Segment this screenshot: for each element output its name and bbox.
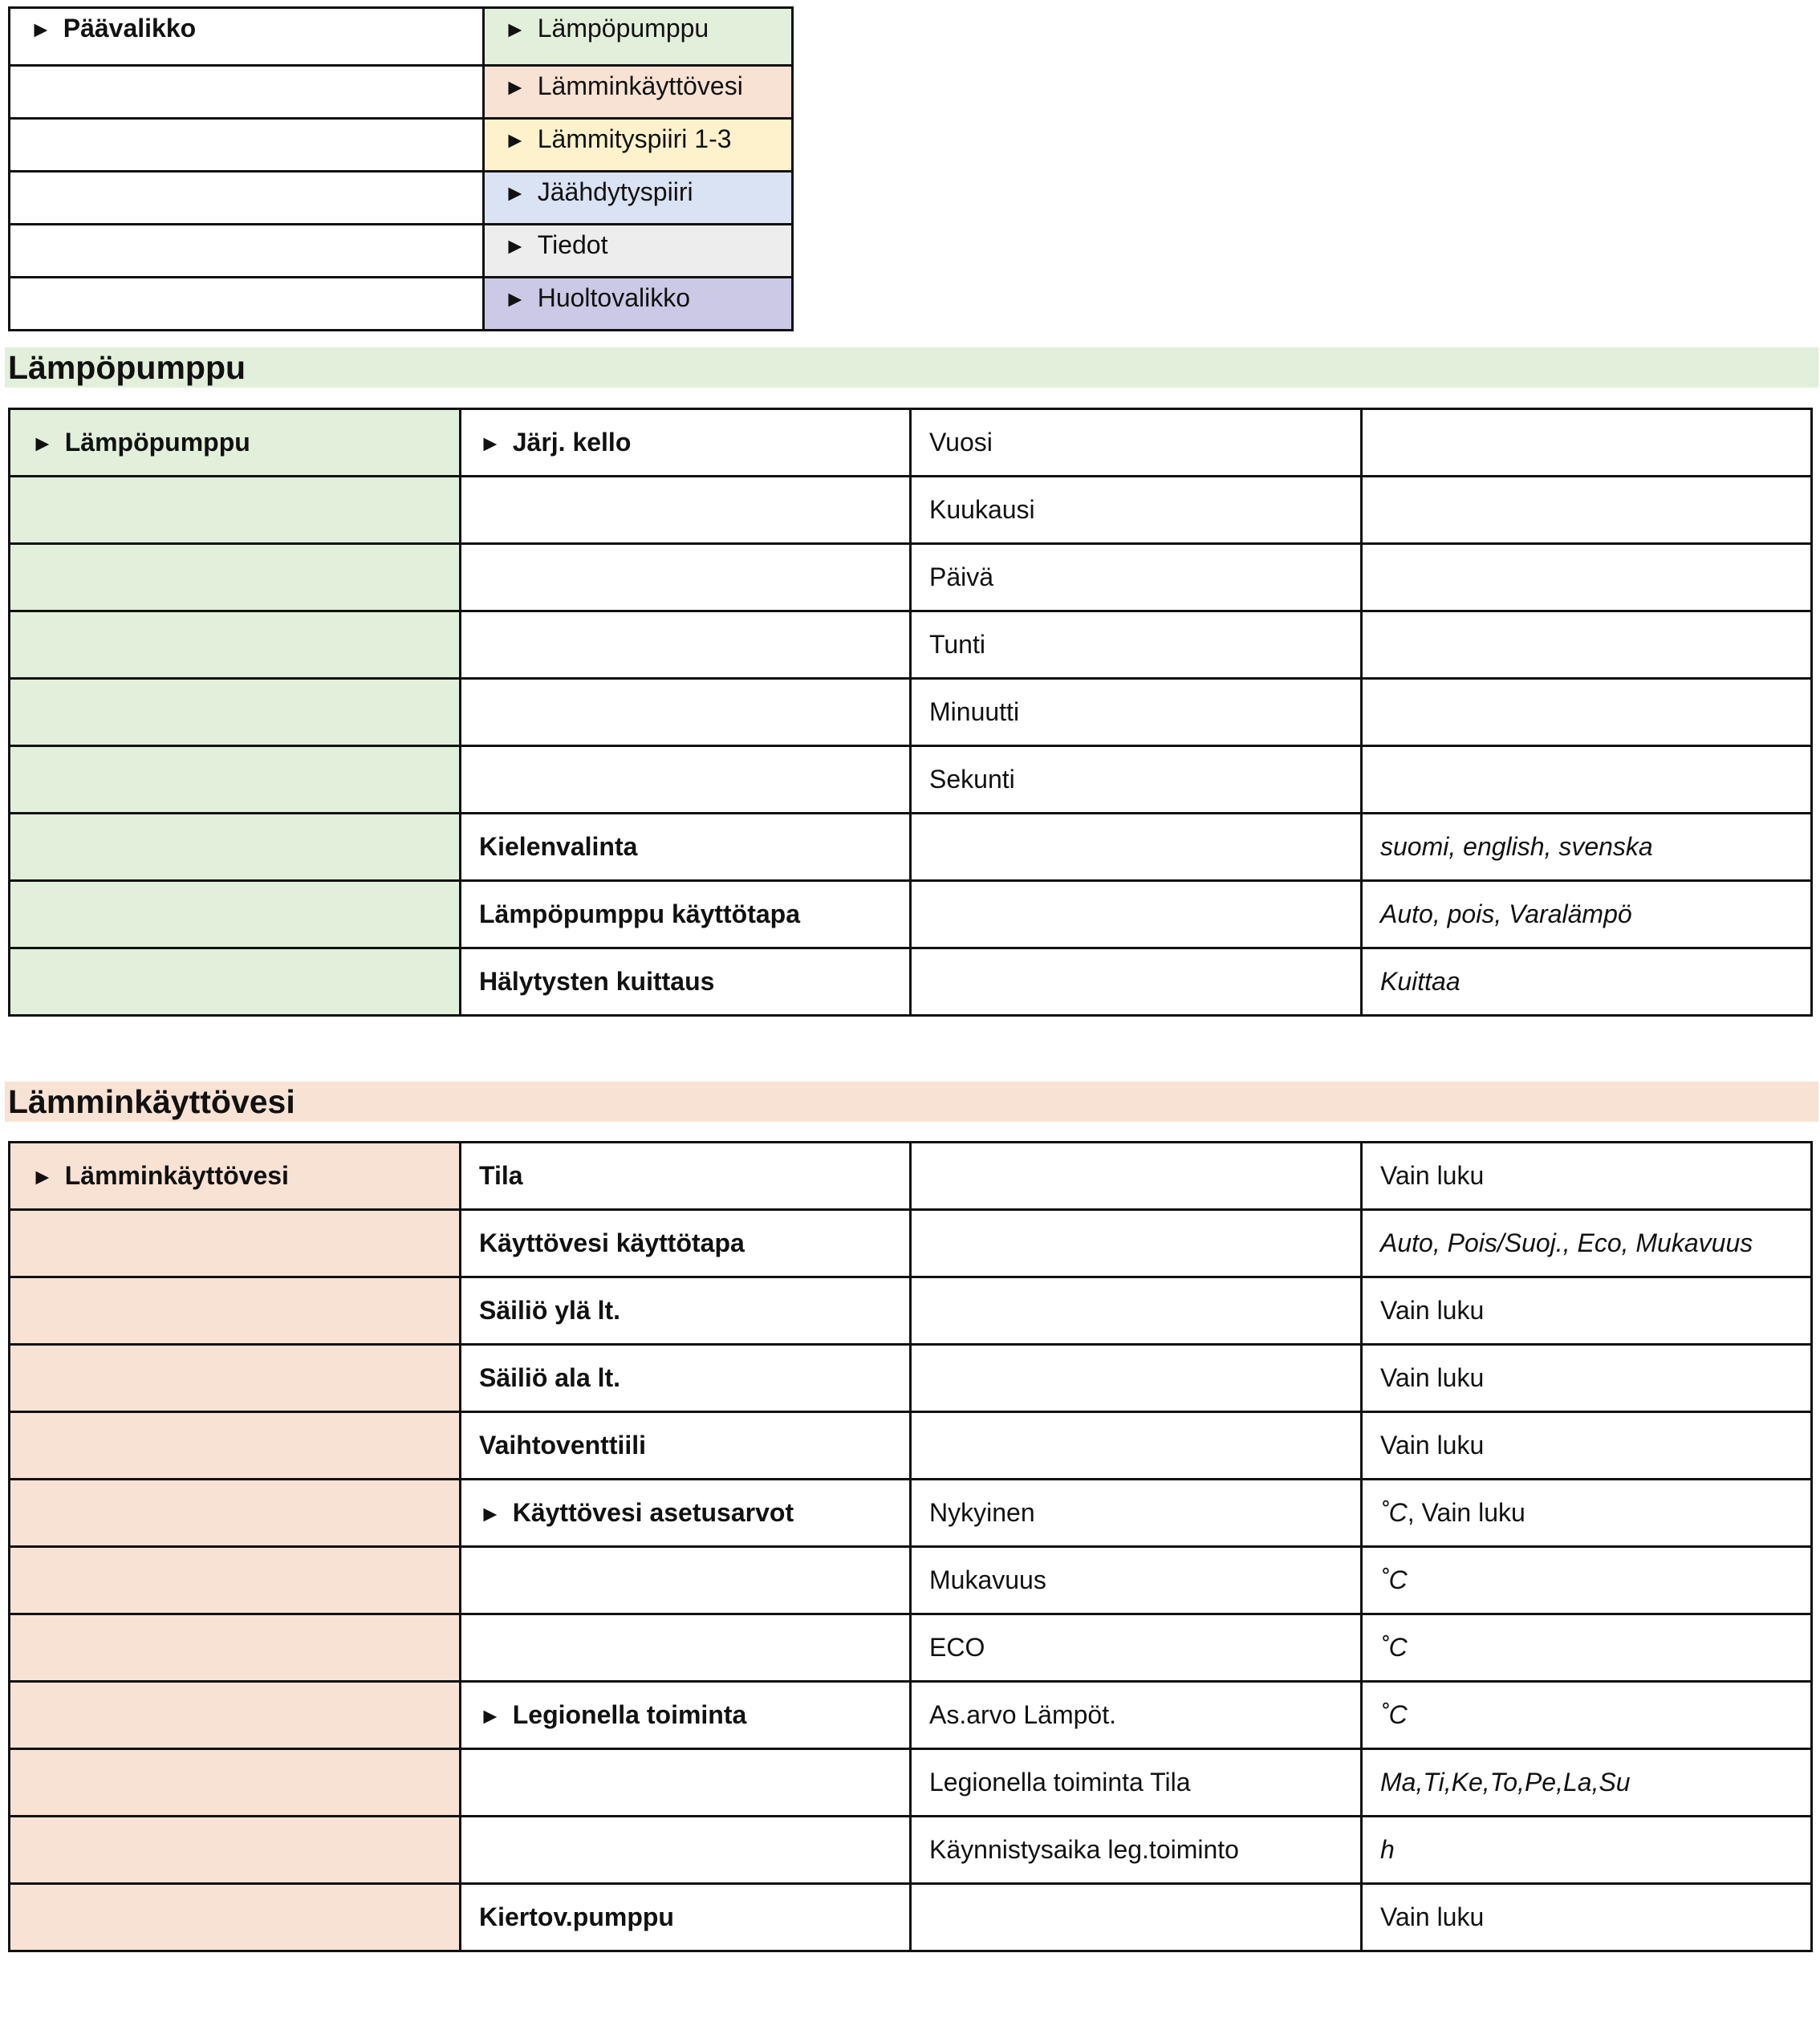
table-cell-c3 (911, 1210, 1362, 1277)
main-menu-item-label: Lämmityspiiri 1-3 (537, 124, 732, 153)
table-cell-c3 (911, 544, 1362, 611)
cell-text: Minuutti (929, 697, 1020, 726)
table-cell-c1 (10, 746, 461, 814)
table-cell-c4 (1362, 679, 1812, 746)
main-menu-title-text: Päävalikko (63, 14, 197, 43)
table-cell-c3 (911, 1412, 1362, 1480)
table-cell-c3 (911, 1345, 1362, 1412)
table-cell-c1 (10, 1345, 461, 1412)
main-menu-item-label: Huoltovalikko (537, 283, 691, 312)
main-menu-item[interactable] (484, 278, 793, 331)
cell-text: Vain luku (1380, 1363, 1485, 1392)
arrow-right-icon: ► (504, 286, 526, 311)
cell-text: Auto, pois, Varalämpö (1380, 899, 1632, 928)
table-cell-c2 (461, 814, 911, 881)
table-row (10, 1884, 1812, 1951)
table-row (10, 1345, 1812, 1412)
table-cell-c3 (911, 1817, 1362, 1884)
table-cell-c4 (1362, 948, 1812, 1016)
section-title: Lämpöpumppu (8, 349, 246, 386)
table-cell-c4 (1362, 611, 1812, 679)
table-cell-c1 (10, 881, 461, 948)
cell-text: Auto, Pois/Suoj., Eco, Mukavuus (1380, 1228, 1753, 1257)
table-row (10, 1817, 1812, 1884)
table-row (10, 1277, 1812, 1345)
table-cell-c2 (461, 1682, 911, 1749)
arrow-right-icon: ► (504, 75, 526, 99)
table-row (10, 1682, 1812, 1749)
table-cell-c1 (10, 1143, 461, 1210)
table-row (10, 1547, 1812, 1614)
cell-text: Lämminkäyttövesi (64, 1161, 289, 1190)
table-cell-c4 (1362, 1547, 1812, 1614)
table-cell-c3 (911, 1614, 1362, 1682)
table-row (10, 1412, 1812, 1480)
main-menu-row (10, 8, 793, 66)
table-cell-c1 (10, 1210, 461, 1277)
table-cell-c2 (461, 746, 911, 814)
main-menu-left-cell (10, 225, 484, 278)
table-cell-c2 (461, 1480, 911, 1547)
main-menu-left-cell (10, 66, 484, 119)
table-row (10, 814, 1812, 881)
table-cell-c3 (911, 679, 1362, 746)
table-row (10, 881, 1812, 948)
hot-water-parameter-table (8, 1141, 1813, 1952)
table-cell-c2 (461, 544, 911, 611)
cell-text: h (1380, 1835, 1395, 1864)
unit-label: ˚C (1380, 1633, 1408, 1662)
arrow-right-icon: ► (30, 17, 52, 42)
cell-text: Tunti (929, 630, 985, 659)
section-title: Lämminkäyttövesi (8, 1083, 295, 1120)
table-cell-c2 (461, 1817, 911, 1884)
table-row (10, 679, 1812, 746)
table-cell-c2 (461, 1547, 911, 1614)
table-cell-c4 (1362, 814, 1812, 881)
cell-text: suomi, english, svenska (1380, 832, 1653, 861)
table-cell-c4 (1362, 881, 1812, 948)
table-cell-c2 (461, 611, 911, 679)
table-cell-c3 (911, 1480, 1362, 1547)
unit-label: ˚C (1380, 1700, 1408, 1729)
table-cell-c1 (10, 611, 461, 679)
table-row (10, 544, 1812, 611)
table-cell-c3 (911, 477, 1362, 544)
arrow-right-icon: ► (31, 431, 54, 456)
cell-text: Vain luku (1421, 1498, 1525, 1527)
table-cell-c1 (10, 679, 461, 746)
table-row (10, 1210, 1812, 1277)
main-menu-item[interactable] (484, 66, 793, 119)
arrow-right-icon: ► (504, 17, 526, 42)
section-header-heat-pump (5, 347, 1818, 388)
table-cell-c3 (911, 948, 1362, 1016)
main-menu-row (10, 225, 793, 278)
cell-text: Sekunti (929, 765, 1015, 794)
cell-text: Säiliö ylä lt. (479, 1296, 621, 1325)
main-menu-item[interactable] (484, 225, 793, 278)
cell-text: Vain luku (1380, 1161, 1485, 1190)
main-menu-left-cell (10, 8, 484, 66)
table-cell-c3 (911, 746, 1362, 814)
main-menu-row (10, 278, 793, 331)
cell-text: Vain luku (1380, 1431, 1485, 1460)
table-cell-c1 (10, 1682, 461, 1749)
table-cell-c4 (1362, 1884, 1812, 1951)
table-cell-c1 (10, 1412, 461, 1480)
table-cell-c2 (461, 1614, 911, 1682)
table-cell-c1 (10, 948, 461, 1016)
table-cell-c4 (1362, 1345, 1812, 1412)
table-row (10, 1143, 1812, 1210)
cell-text: Järj. kello (512, 428, 632, 457)
arrow-right-icon: ► (504, 128, 526, 152)
table-cell-c4 (1362, 1143, 1812, 1210)
section-header-hot-water (5, 1082, 1818, 1122)
table-cell-c1 (10, 1480, 461, 1547)
table-cell-c2 (461, 679, 911, 746)
table-cell-c2 (461, 1210, 911, 1277)
table-cell-c2 (461, 1143, 911, 1210)
cell-text: Ma,Ti,Ke,To,Pe,La,Su (1380, 1768, 1631, 1797)
cell-text: ECO (929, 1633, 985, 1662)
table-cell-c1 (10, 1277, 461, 1345)
cell-text: Vain luku (1380, 1296, 1485, 1325)
cell-text: Käynnistysaika leg.toiminto (929, 1835, 1239, 1864)
table-cell-c4 (1362, 477, 1812, 544)
table-row (10, 477, 1812, 544)
main-menu-item-label: Jäähdytyspiiri (537, 177, 693, 206)
cell-text: Käyttövesi käyttötapa (479, 1228, 745, 1257)
table-cell-c2 (461, 881, 911, 948)
table-cell-c1 (10, 1547, 461, 1614)
table-cell-c4 (1362, 746, 1812, 814)
main-menu-row (10, 66, 793, 119)
table-cell-c3 (911, 814, 1362, 881)
cell-text: Kiertov.pumppu (479, 1902, 674, 1931)
arrow-right-icon: ► (479, 431, 502, 456)
table-cell-c3 (911, 1884, 1362, 1951)
table-cell-c1 (10, 814, 461, 881)
table-cell-c2 (461, 1345, 911, 1412)
table-cell-c4 (1362, 1412, 1812, 1480)
table-cell-c4 (1362, 1817, 1812, 1884)
table-cell-c4 (1362, 1277, 1812, 1345)
unit-label: ˚C (1380, 1565, 1408, 1594)
table-cell-c4 (1362, 1682, 1812, 1749)
cell-text: Tila (479, 1161, 523, 1190)
main-menu-item-label: Lämpöpumppu (537, 14, 709, 43)
cell-text: Vuosi (929, 428, 993, 457)
table-row (10, 948, 1812, 1016)
heat-pump-parameter-table (8, 408, 1813, 1017)
main-menu-left-cell (10, 172, 484, 225)
table-cell-c2 (461, 1412, 911, 1480)
table-cell-c4 (1362, 1614, 1812, 1682)
table-row (10, 1749, 1812, 1817)
table-cell-c3 (911, 409, 1362, 477)
table-cell-c1 (10, 1817, 461, 1884)
table-row (10, 409, 1812, 477)
main-menu-item-label: Tiedot (537, 230, 608, 259)
table-cell-c3 (911, 1143, 1362, 1210)
cell-text: Lämpöpumppu (64, 428, 250, 457)
table-row (10, 1614, 1812, 1682)
table-cell-c3 (911, 1682, 1362, 1749)
unit-label: ˚C (1380, 1498, 1408, 1527)
main-menu-left-cell (10, 278, 484, 331)
table-cell-c1 (10, 1614, 461, 1682)
main-menu-title (30, 9, 463, 43)
table-cell-c1 (10, 1884, 461, 1951)
cell-text: Kuittaa (1380, 967, 1460, 996)
table-row (10, 746, 1812, 814)
table-cell-c4 (1362, 409, 1812, 477)
table-cell-c2 (461, 477, 911, 544)
main-menu-item[interactable] (484, 8, 793, 66)
main-menu-item-label: Lämminkäyttövesi (537, 71, 743, 100)
cell-text: Lämpöpumppu käyttötapa (479, 899, 801, 928)
table-cell-c4 (1362, 1210, 1812, 1277)
table-row (10, 611, 1812, 679)
arrow-right-icon: ► (31, 1164, 54, 1189)
arrow-right-icon: ► (479, 1703, 502, 1728)
table-cell-c3 (911, 1749, 1362, 1817)
main-menu-row (10, 119, 793, 172)
cell-text: As.arvo Lämpöt. (929, 1700, 1116, 1729)
table-cell-c4 (1362, 1749, 1812, 1817)
table-cell-c1 (10, 544, 461, 611)
arrow-right-icon: ► (504, 181, 526, 205)
table-cell-c1 (10, 1749, 461, 1817)
table-cell-c4: ˚C, Vain luku (1362, 1480, 1812, 1547)
arrow-right-icon: ► (504, 233, 526, 258)
cell-text: Nykyinen (929, 1498, 1035, 1527)
table-cell-c1 (10, 477, 461, 544)
arrow-right-icon: ► (479, 1501, 502, 1526)
table-cell-c4 (1362, 544, 1812, 611)
cell-text: Kielenvalinta (479, 832, 638, 861)
main-menu-left-cell (10, 119, 484, 172)
main-menu-item[interactable] (484, 172, 793, 225)
main-menu-table (8, 6, 794, 331)
table-cell-c3 (911, 1277, 1362, 1345)
table-cell-c2 (461, 1884, 911, 1951)
cell-text: Legionella toiminta (512, 1700, 747, 1729)
table-cell-c3 (911, 1547, 1362, 1614)
cell-text: Mukavuus (929, 1565, 1046, 1594)
table-cell-c3 (911, 611, 1362, 679)
cell-text: Säiliö ala lt. (479, 1363, 621, 1392)
table-cell-c2 (461, 948, 911, 1016)
table-cell-c2 (461, 1749, 911, 1817)
table-cell-c2 (461, 1277, 911, 1345)
main-menu-item[interactable] (484, 119, 793, 172)
cell-text: Kuukausi (929, 495, 1035, 524)
table-cell-c3 (911, 881, 1362, 948)
cell-text: Vaihtoventtiili (479, 1431, 647, 1460)
cell-text: Legionella toiminta Tila (929, 1768, 1191, 1797)
table-row (10, 1480, 1812, 1547)
table-cell-c2 (461, 409, 911, 477)
table-cell-c1 (10, 409, 461, 477)
cell-text: Käyttövesi asetusarvot (512, 1498, 794, 1527)
cell-text: Hälytysten kuittaus (479, 967, 715, 996)
cell-text: Vain luku (1380, 1902, 1485, 1931)
cell-text: Päivä (929, 562, 994, 591)
main-menu-row (10, 172, 793, 225)
